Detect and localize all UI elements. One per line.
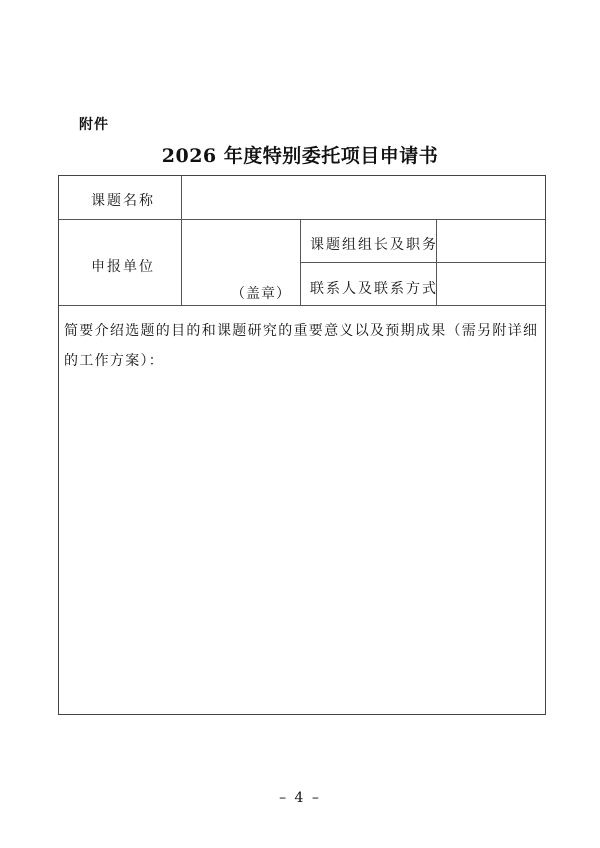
row-divider-1 xyxy=(59,219,545,220)
contact-label: 联系人及联系方式 xyxy=(310,281,438,297)
attachment-label: 附件 xyxy=(79,117,109,133)
application-form xyxy=(58,175,546,715)
page-title: 2026 年度特别委托项目申请书 xyxy=(161,145,439,167)
page-number: – 4 – xyxy=(279,790,321,806)
topic-name-label: 课题名称 xyxy=(91,193,155,209)
row-divider-leader xyxy=(300,262,545,263)
topic-name-value[interactable] xyxy=(191,190,531,210)
leader-label: 课题组组长及职务 xyxy=(310,237,438,253)
row-divider-2 xyxy=(59,305,545,306)
leader-value[interactable] xyxy=(443,234,539,254)
description-input-area[interactable] xyxy=(60,376,544,711)
applicant-unit-value[interactable] xyxy=(187,231,292,251)
seal-label: （盖章） xyxy=(231,286,291,302)
applicant-unit-label: 申报单位 xyxy=(91,259,155,275)
column-divider-label xyxy=(181,176,182,305)
contact-value[interactable] xyxy=(443,278,539,298)
description-prompt: 简要介绍选题的目的和课题研究的重要意义以及预期成果（需另附详细的工作方案）： xyxy=(64,323,539,369)
column-divider-unit xyxy=(300,219,301,305)
